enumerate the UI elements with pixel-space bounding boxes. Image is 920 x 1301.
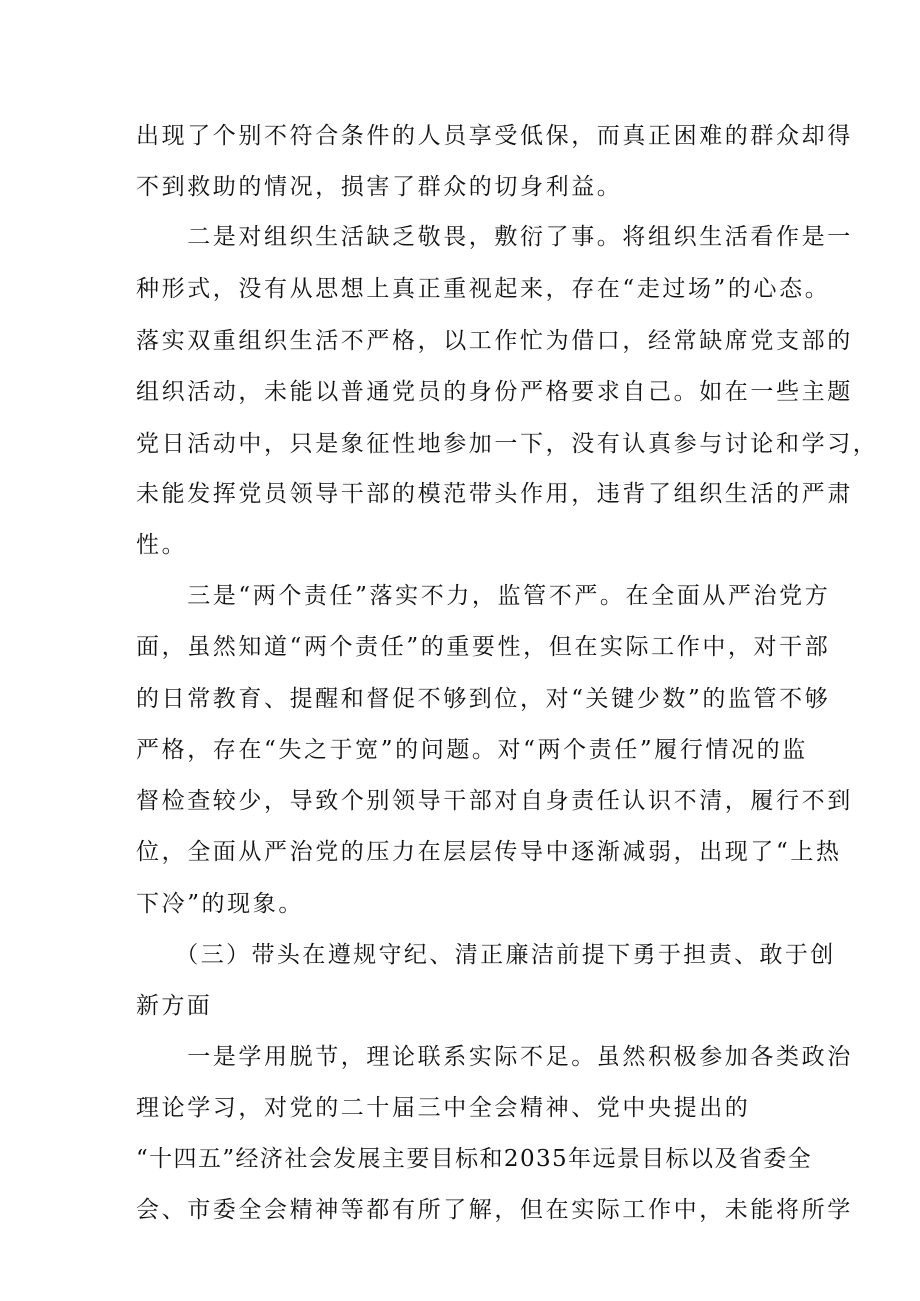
text-line: 出现了个别不符合条件的人员享受低保，而真正困难的群众却得 <box>136 123 853 149</box>
text-line: 督检查较少，导致个别领导干部对自身责任认识不清，履行不到 <box>136 788 853 814</box>
text-line: 一是学用脱节，理论联系实际不足。虽然积极参加各类政治 <box>136 1044 853 1070</box>
text-line: “十四五”经济社会发展主要目标和2035年远景目标以及省委全 <box>136 1146 813 1172</box>
text-line: 组织活动，未能以普通党员的身份严格要求自己。如在一些主题 <box>136 379 853 405</box>
text-line: 党日活动中，只是象征性地参加一下，没有认真参与讨论和学习， <box>136 431 879 457</box>
text-line: 面，虽然知道“两个责任”的重要性，但在实际工作中，对干部 <box>136 634 831 660</box>
text-line: 落实双重组织生活不严格，以工作忙为借口，经常缺席党支部的 <box>136 328 853 354</box>
text-line: 性。 <box>136 532 188 558</box>
text-line: 下冷”的现象。 <box>136 891 304 917</box>
text-line: 种形式，没有从思想上真正重视起来，存在“走过场”的心态。 <box>136 276 831 302</box>
text-line: 三是“两个责任”落实不力，监管不严。在全面从严治党方 <box>136 583 831 609</box>
text-line: 严格，存在“失之于宽”的问题。对“两个责任”履行情况的监 <box>136 737 808 763</box>
text-line: 的日常教育、提醒和督促不够到位，对“关键少数”的监管不够 <box>136 686 831 712</box>
text-line: 二是对组织生活缺乏敬畏，敷衍了事。将组织生活看作是一 <box>136 224 853 250</box>
text-line: 会、市委全会精神等都有所了解，但在实际工作中，未能将所学 <box>136 1197 853 1223</box>
text-line: 位，全面从严治党的压力在层层传导中逐渐减弱，出现了“上热 <box>136 839 842 865</box>
text-line: 不到救助的情况，损害了群众的切身利益。 <box>136 174 623 200</box>
text-line: 理论学习，对党的二十届三中全会精神、党中央提出的 <box>136 1095 751 1121</box>
section-heading-line: （三）带头在遵规守纪、清正廉洁前提下勇于担责、敢于创 <box>136 942 836 968</box>
section-heading-line: 新方面 <box>136 993 213 1019</box>
text-line: 未能发挥党员领导干部的模范带头作用，违背了组织生活的严肃 <box>136 481 853 507</box>
